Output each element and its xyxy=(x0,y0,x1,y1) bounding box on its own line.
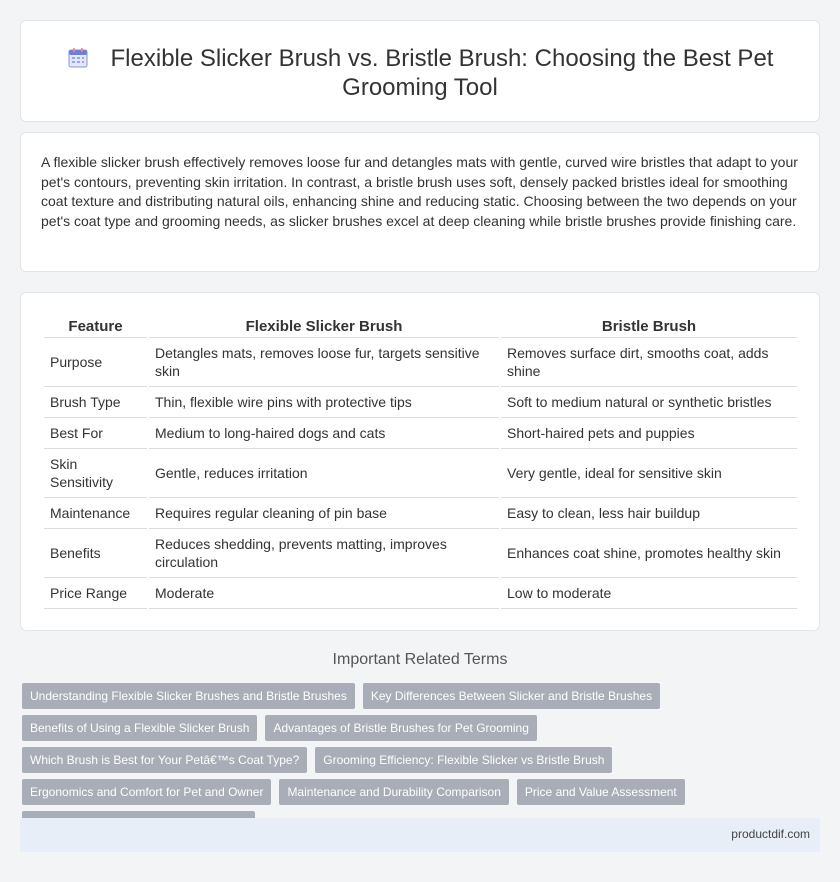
table-cell: Short-haired pets and puppies xyxy=(501,418,797,449)
page-title xyxy=(21,44,819,102)
summary-card xyxy=(20,132,820,272)
table-row xyxy=(44,338,797,387)
table-cell-feature: Skin Sensitivity xyxy=(44,449,147,498)
related-term-link[interactable]: Price and Value Assessment xyxy=(517,779,685,805)
table-cell: Low to moderate xyxy=(501,578,797,609)
table-header: Feature xyxy=(44,314,147,338)
table-cell-feature: Best For xyxy=(44,418,147,449)
table-row xyxy=(44,387,797,418)
table-cell: Thin, flexible wire pins with protective tips xyxy=(149,387,499,418)
table-cell-feature: Purpose xyxy=(44,338,147,387)
calendar-icon xyxy=(67,47,89,69)
table-cell: Moderate xyxy=(149,578,499,609)
table-cell: Very gentle, ideal for sensitive skin xyxy=(501,449,797,498)
comparison-table-card xyxy=(20,292,820,631)
table-cell: Medium to long-haired dogs and cats xyxy=(149,418,499,449)
summary-text: A flexible slicker brush effectively removes loose fur and detangles mats with gentle, curved wire bristles that adapt to your pet's contours, preventing skin irritation. In contrast, a bristle brush uses soft, densely packed bristles ideal for smoothing coat texture and distributing natural oils, enhancing shine and reducing static. Choosing between the two depends on your pet's coat type and grooming needs, as slicker brushes excel at deep cleaning while bristle brushes provide finishing care. xyxy=(41,154,798,229)
table-cell-feature: Brush Type xyxy=(44,387,147,418)
table-row xyxy=(44,449,797,498)
footer-site-name: productdif.com xyxy=(731,827,810,841)
table-row xyxy=(44,498,797,529)
table-cell: Detangles mats, removes loose fur, targets sensitive skin xyxy=(149,338,499,387)
table-cell-feature: Price Range xyxy=(44,578,147,609)
table-cell-feature: Benefits xyxy=(44,529,147,578)
table-cell: Soft to medium natural or synthetic bristles xyxy=(501,387,797,418)
table-cell: Reduces shedding, prevents matting, improves circulation xyxy=(149,529,499,578)
related-term-link[interactable]: Ergonomics and Comfort for Pet and Owner xyxy=(22,779,271,805)
related-term-link[interactable]: Advantages of Bristle Brushes for Pet Grooming xyxy=(265,715,536,741)
table-header-row xyxy=(44,314,797,338)
header-card xyxy=(20,20,820,122)
table-cell: Enhances coat shine, promotes healthy skin xyxy=(501,529,797,578)
comparison-table xyxy=(42,314,799,609)
related-term-link[interactable]: Understanding Flexible Slicker Brushes and Bristle Brushes xyxy=(22,683,355,709)
table-row xyxy=(44,529,797,578)
table-cell: Gentle, reduces irritation xyxy=(149,449,499,498)
table-cell: Easy to clean, less hair buildup xyxy=(501,498,797,529)
table-row xyxy=(44,418,797,449)
table-row xyxy=(44,578,797,609)
table-header: Flexible Slicker Brush xyxy=(149,314,499,338)
table-cell-feature: Maintenance xyxy=(44,498,147,529)
related-term-link[interactable]: Grooming Efficiency: Flexible Slicker vs Bristle Brush xyxy=(315,747,612,773)
table-cell: Removes surface dirt, smooths coat, adds shine xyxy=(501,338,797,387)
footer xyxy=(20,818,820,852)
table-cell: Requires regular cleaning of pin base xyxy=(149,498,499,529)
related-term-link[interactable]: Key Differences Between Slicker and Bristle Brushes xyxy=(363,683,660,709)
table-header: Bristle Brush xyxy=(501,314,797,338)
related-term-link[interactable]: Maintenance and Durability Comparison xyxy=(279,779,508,805)
related-term-link[interactable]: Benefits of Using a Flexible Slicker Brush xyxy=(22,715,257,741)
page-title-text: Flexible Slicker Brush vs. Bristle Brush: Choosing the Best Pet Grooming Tool xyxy=(110,45,774,101)
related-term-link[interactable]: Which Brush is Best for Your Petâ€™s Coat Type? xyxy=(22,747,307,773)
related-terms-title: Important Related Terms xyxy=(332,651,508,668)
